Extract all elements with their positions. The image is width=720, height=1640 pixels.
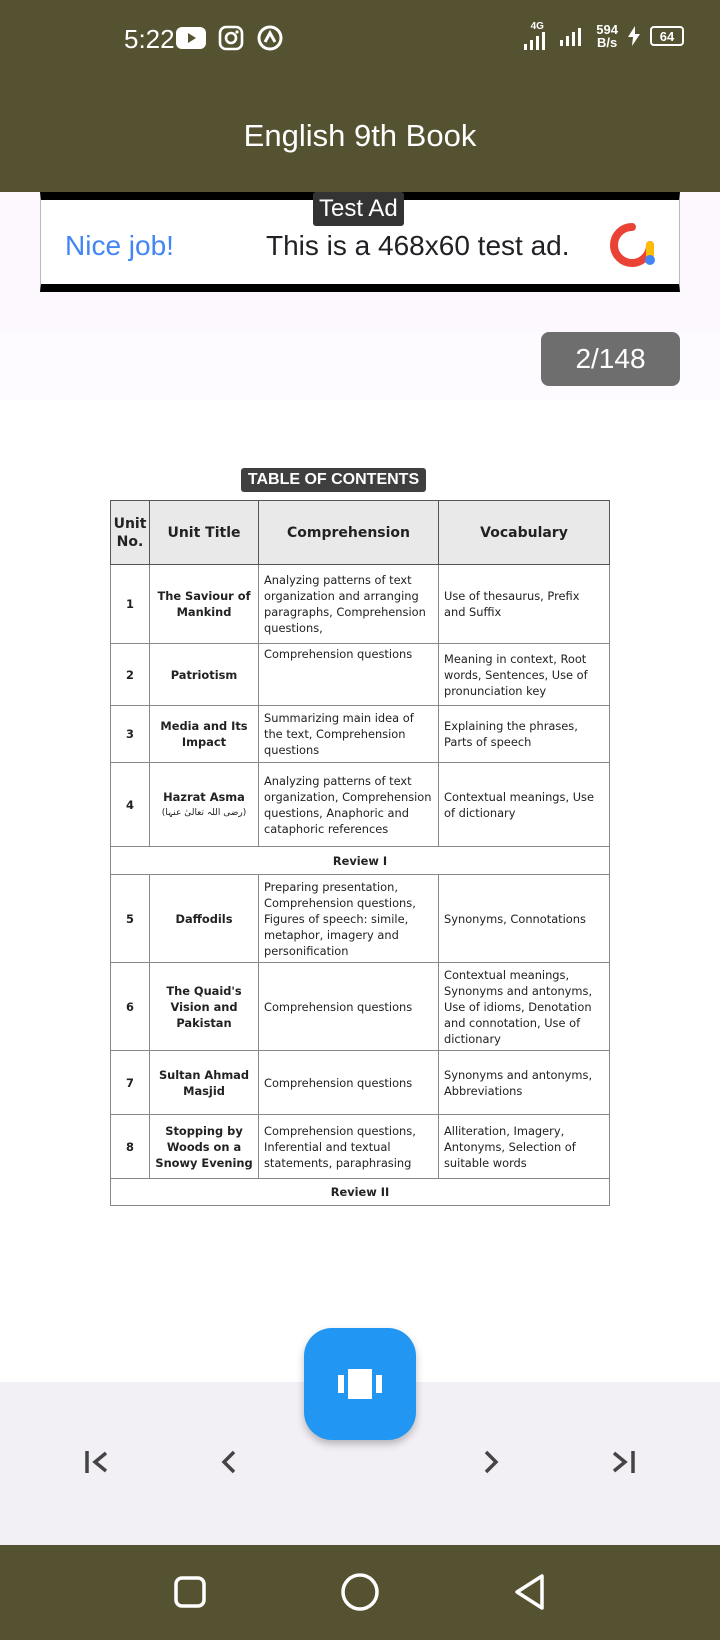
table-row — [111, 706, 610, 763]
unit-number: 4 — [111, 763, 150, 847]
status-bar — [0, 0, 720, 80]
next-page-button[interactable] — [461, 1432, 521, 1492]
next-page-icon — [473, 1444, 509, 1480]
book-page[interactable] — [0, 400, 720, 1382]
notification-icons — [176, 24, 284, 52]
system-navigation-bar — [0, 1545, 720, 1640]
recents-button[interactable] — [165, 1567, 215, 1617]
table-row — [111, 963, 610, 1051]
home-circle-icon — [340, 1572, 380, 1612]
table-row — [111, 875, 610, 963]
table-header-row — [111, 501, 610, 565]
unit-comprehension: Comprehension questions — [259, 1051, 439, 1115]
unit-vocabulary: Synonyms, Connotations — [439, 875, 610, 963]
unit-number: 5 — [111, 875, 150, 963]
status-time: 5:22 — [124, 24, 175, 54]
unit-title — [150, 763, 259, 847]
unit-vocabulary: Use of thesaurus, Prefix and Suffix — [439, 565, 610, 644]
vpn-icon — [256, 24, 284, 52]
unit-comprehension: Comprehension questions, Inferential and textual statements, paraphrasing — [259, 1115, 439, 1179]
app-title: English 9th Book — [243, 118, 477, 153]
last-page-icon — [605, 1444, 641, 1480]
system-icons — [524, 22, 684, 50]
unit-title: Daffodils — [150, 875, 259, 963]
unit-comprehension: Summarizing main idea of the text, Comprehension questions — [259, 706, 439, 763]
app-bar — [0, 80, 720, 192]
unit-number: 3 — [111, 706, 150, 763]
battery-icon — [650, 26, 684, 46]
unit-comprehension: Analyzing patterns of text organization, Comprehension questions, Anaphoric and cataphoric references — [259, 763, 439, 847]
table-row — [111, 565, 610, 644]
unit-comprehension: Preparing presentation, Comprehension questions, Figures of speech: simile, metaphor, imagery and personification — [259, 875, 439, 963]
unit-vocabulary: Meaning in context, Root words, Sentences, Use of pronunciation key — [439, 644, 610, 706]
unit-number: 6 — [111, 963, 150, 1051]
unit-number: 1 — [111, 565, 150, 644]
page-view-icon — [338, 1367, 382, 1401]
unit-comprehension: Comprehension questions — [259, 963, 439, 1051]
unit-title: The Saviour of Mankind — [150, 565, 259, 644]
table-row — [111, 1115, 610, 1179]
net-speed-value: 594 — [596, 22, 618, 37]
unit-number: 2 — [111, 644, 150, 706]
unit-vocabulary: Explaining the phrases, Parts of speech — [439, 706, 610, 763]
net-speed-unit: B/s — [597, 35, 618, 50]
unit-vocabulary: Synonyms and antonyms, Abbreviations — [439, 1051, 610, 1115]
battery-level: 64 — [659, 28, 675, 44]
ad-area — [0, 192, 720, 332]
instagram-icon — [218, 25, 244, 51]
header-unit-title: Unit Title — [150, 501, 259, 565]
network-type: 4G — [530, 21, 544, 32]
review-label: Review II — [111, 1179, 610, 1206]
unit-title: Patriotism — [150, 644, 259, 706]
unit-title: Sultan Ahmad Masjid — [150, 1051, 259, 1115]
first-page-icon — [79, 1444, 115, 1480]
table-row — [111, 644, 610, 706]
ad-tag: Test Ad — [313, 192, 404, 226]
unit-number: 8 — [111, 1115, 150, 1179]
review-label: Review I — [111, 847, 610, 875]
last-page-button[interactable] — [593, 1432, 653, 1492]
youtube-icon — [176, 27, 206, 49]
unit-comprehension: Analyzing patterns of text organization and arranging paragraphs, Comprehension questions, — [259, 565, 439, 644]
review-row — [111, 1179, 610, 1206]
page-indicator: 2/148 — [541, 332, 680, 386]
table-row — [111, 763, 610, 847]
unit-title: Stopping by Woods on a Snowy Evening — [150, 1115, 259, 1179]
header-comprehension: Comprehension — [259, 501, 439, 565]
unit-number: 7 — [111, 1051, 150, 1115]
previous-page-button[interactable] — [199, 1432, 259, 1492]
ad-logo-icon — [609, 222, 655, 268]
header-unit-no: Unit No. — [111, 501, 150, 565]
review-row — [111, 847, 610, 875]
unit-title: The Quaid's Vision and Pakistan — [150, 963, 259, 1051]
unit-comprehension: Comprehension questions — [259, 644, 439, 706]
unit-title-text: Hazrat Asma — [163, 789, 245, 804]
ad-text: This is a 468x60 test ad. — [266, 230, 570, 261]
unit-title-subtitle: (رضی اللہ تعالیٰ عنہا) — [161, 807, 247, 818]
home-button[interactable] — [335, 1567, 385, 1617]
unit-vocabulary: Contextual meanings, Use of dictionary — [439, 763, 610, 847]
signal-icon — [560, 26, 586, 46]
page-view-button[interactable] — [304, 1328, 416, 1440]
unit-title: Media and Its Impact — [150, 706, 259, 763]
first-page-button[interactable] — [67, 1432, 127, 1492]
toc-table — [110, 500, 610, 1206]
back-triangle-icon — [512, 1572, 548, 1612]
recents-square-icon — [173, 1575, 207, 1609]
previous-page-icon — [211, 1444, 247, 1480]
unit-vocabulary: Alliteration, Imagery, Antonyms, Selection of suitable words — [439, 1115, 610, 1179]
toc-heading: TABLE OF CONTENTS — [241, 468, 426, 492]
charging-icon — [628, 26, 640, 46]
ad-headline: Nice job! — [65, 230, 174, 261]
signal-icon — [524, 32, 550, 50]
header-vocabulary: Vocabulary — [439, 501, 610, 565]
back-button[interactable] — [505, 1567, 555, 1617]
unit-vocabulary: Contextual meanings, Synonyms and antonyms, Use of idioms, Denotation and connotation, Use of dictionary — [439, 963, 610, 1051]
table-row — [111, 1051, 610, 1115]
